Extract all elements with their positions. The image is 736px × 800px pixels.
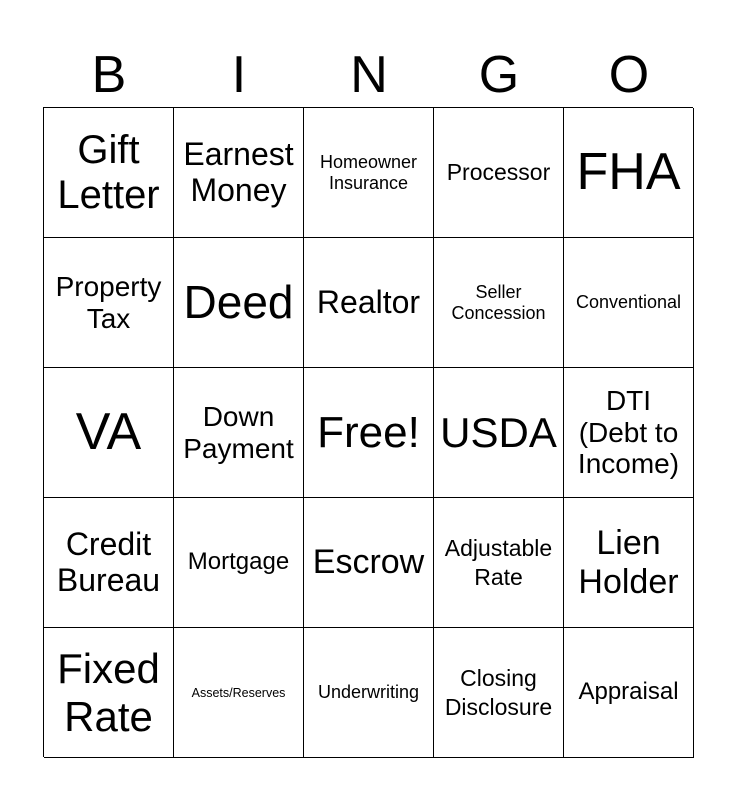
bingo-cell[interactable] xyxy=(434,368,564,498)
cell-text: VA xyxy=(75,403,142,462)
cell-text: Assets/Reserves xyxy=(191,685,286,700)
cell-text: Gift Letter xyxy=(57,127,160,217)
header-letter-i: I xyxy=(231,46,247,104)
cell-text: Processor xyxy=(446,158,551,185)
cell-text: Mortgage xyxy=(187,548,290,576)
bingo-cell[interactable] xyxy=(434,238,564,368)
cell-text: Closing Disclosure xyxy=(444,665,553,720)
bingo-cell[interactable] xyxy=(434,498,564,628)
bingo-cell[interactable] xyxy=(174,368,304,498)
bingo-cell[interactable] xyxy=(304,108,434,238)
bingo-cell[interactable] xyxy=(434,628,564,758)
cell-text: Credit Bureau xyxy=(56,525,161,598)
bingo-cell[interactable] xyxy=(44,498,174,628)
cell-text: Deed xyxy=(183,275,294,328)
bingo-cell[interactable] xyxy=(304,498,434,628)
header-letter-b: B xyxy=(91,46,127,104)
cell-text: Property Tax xyxy=(55,271,162,334)
header-letter-o: O xyxy=(608,46,650,104)
cell-text: Earnest Money xyxy=(183,135,294,208)
bingo-cell[interactable] xyxy=(564,498,694,628)
cell-text: USDA xyxy=(440,408,557,456)
bingo-cell[interactable] xyxy=(434,108,564,238)
bingo-cell[interactable] xyxy=(174,498,304,628)
bingo-cell[interactable] xyxy=(304,628,434,758)
cell-text: Adjustable Rate xyxy=(444,535,553,590)
bingo-cell[interactable] xyxy=(44,628,174,758)
cell-text: Fixed Rate xyxy=(57,645,160,740)
cell-text: Down Payment xyxy=(183,401,294,464)
bingo-cell[interactable] xyxy=(564,368,694,498)
bingo-cell[interactable] xyxy=(44,238,174,368)
bingo-cell[interactable] xyxy=(564,108,694,238)
cell-text: Appraisal xyxy=(578,678,679,706)
cell-text: FHA xyxy=(576,143,681,202)
cell-text: DTI (Debt to Income) xyxy=(577,385,680,480)
bingo-cell[interactable] xyxy=(44,108,174,238)
bingo-cell[interactable] xyxy=(44,368,174,498)
header-letter-g: G xyxy=(478,46,520,104)
bingo-header xyxy=(44,42,694,108)
header-letter-n: N xyxy=(350,46,388,104)
bingo-cell[interactable] xyxy=(174,108,304,238)
cell-text: Conventional xyxy=(575,292,682,313)
bingo-cell[interactable] xyxy=(564,238,694,368)
cell-text: Homeowner Insurance xyxy=(319,152,418,193)
bingo-cell[interactable] xyxy=(304,238,434,368)
cell-text: Free! xyxy=(317,407,420,457)
bingo-cell[interactable] xyxy=(174,628,304,758)
cell-text: Realtor xyxy=(316,283,421,320)
bingo-board xyxy=(43,107,693,757)
bingo-cell[interactable] xyxy=(174,238,304,368)
cell-text: Escrow xyxy=(312,543,425,582)
bingo-cell free-space[interactable] xyxy=(304,368,434,498)
cell-text: Lien Holder xyxy=(578,524,679,601)
cell-text: Seller Concession xyxy=(451,282,546,323)
cell-text: Underwriting xyxy=(317,682,420,703)
bingo-cell[interactable] xyxy=(564,628,694,758)
